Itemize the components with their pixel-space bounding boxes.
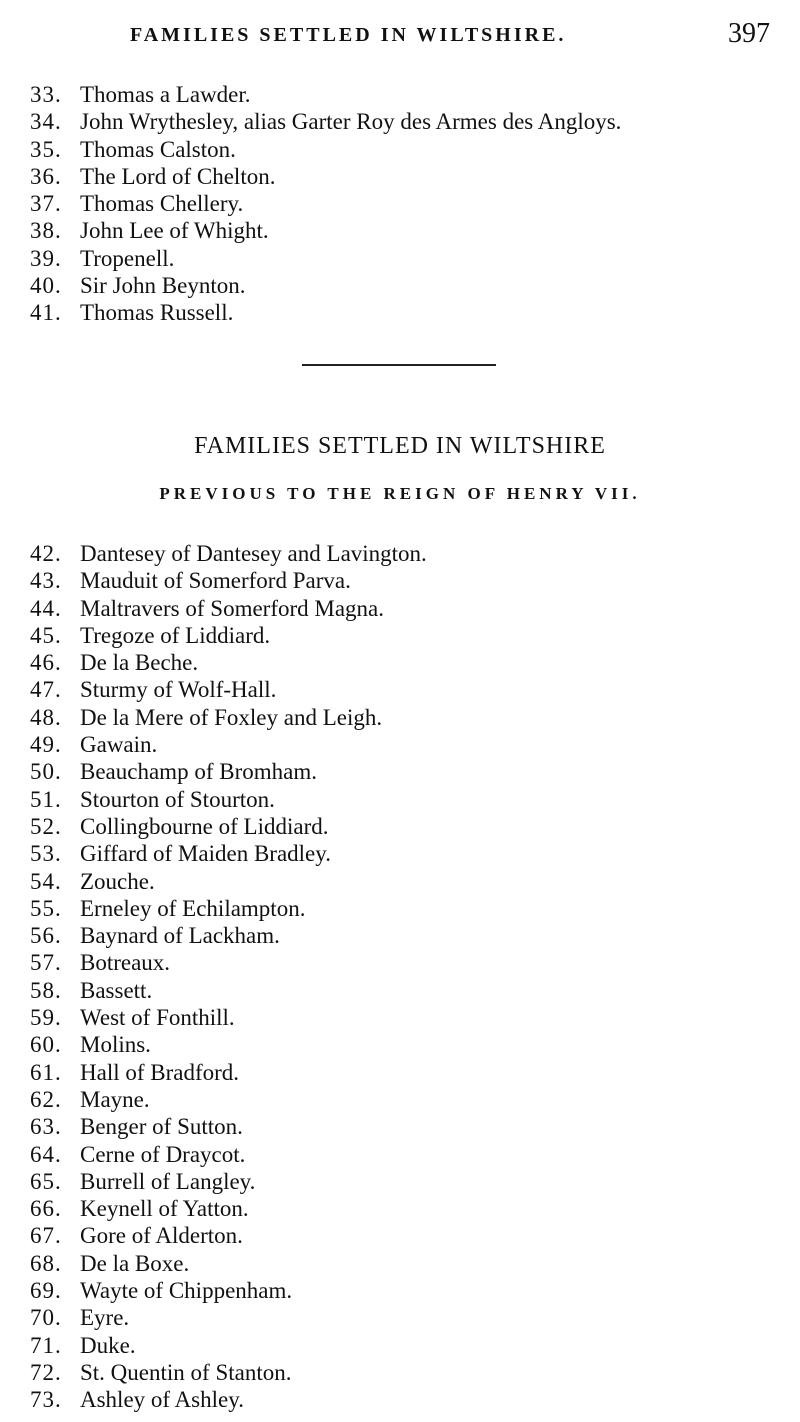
item-text: Zouche. xyxy=(80,868,155,894)
item-text: Molins. xyxy=(80,1032,151,1058)
item-number: 69. xyxy=(30,1278,62,1304)
item-number: 50. xyxy=(30,759,62,785)
list-item xyxy=(30,1031,427,1058)
list-item xyxy=(30,676,427,703)
item-number: 65. xyxy=(30,1168,62,1194)
item-text: Sturmy of Wolf-Hall. xyxy=(80,677,277,703)
item-text: Mayne. xyxy=(80,1086,150,1112)
list-item xyxy=(30,1168,427,1195)
item-number: 67. xyxy=(30,1223,62,1249)
item-number: 68. xyxy=(30,1250,62,1276)
item-number: 33. xyxy=(30,82,62,107)
item-number: 37. xyxy=(30,191,62,217)
item-number: 57. xyxy=(30,950,62,976)
list-item xyxy=(30,949,427,976)
list-item xyxy=(30,540,427,567)
item-text: De la Boxe. xyxy=(80,1250,190,1276)
section-title: FAMILIES SETTLED IN WILTSHIRE xyxy=(194,433,606,459)
item-text: Benger of Sutton. xyxy=(80,1114,243,1140)
item-number: 53. xyxy=(30,841,62,867)
item-number: 73. xyxy=(30,1387,62,1413)
item-number: 47. xyxy=(30,677,62,703)
item-text: Mauduit of Somerford Parva. xyxy=(80,568,351,594)
item-text: Gore of Alderton. xyxy=(80,1223,243,1249)
running-title: FAMILIES SETTLED IN WILTSHIRE. xyxy=(130,24,567,46)
item-text: West of Fonthill. xyxy=(80,1005,235,1031)
item-number: 34. xyxy=(30,109,62,135)
item-number: 43. xyxy=(30,568,62,594)
list-item xyxy=(30,1386,427,1413)
item-number: 41. xyxy=(30,300,62,326)
list-item xyxy=(30,1195,427,1222)
list-item xyxy=(30,81,621,108)
item-number: 62. xyxy=(30,1086,62,1112)
item-number: 58. xyxy=(30,977,62,1003)
item-text: De la Mere of Foxley and Leigh. xyxy=(80,704,383,730)
item-number: 46. xyxy=(30,650,62,676)
list-item xyxy=(30,1222,427,1249)
item-number: 51. xyxy=(30,786,62,812)
list-item xyxy=(30,272,621,299)
list-item xyxy=(30,786,427,813)
item-number: 44. xyxy=(30,595,62,621)
item-text: Maltravers of Somerford Magna. xyxy=(80,595,385,621)
item-number: 59. xyxy=(30,1005,62,1031)
item-text: John Wrythesley, alias Garter Roy des Armes des Angloys. xyxy=(80,109,622,135)
item-text: Sir John Beynton. xyxy=(80,273,246,299)
item-text: Stourton of Stourton. xyxy=(80,786,275,812)
item-text: Thomas Chellery. xyxy=(80,191,244,217)
item-text: Cerne of Draycot. xyxy=(80,1141,246,1167)
item-text: Burrell of Langley. xyxy=(80,1168,256,1194)
item-text: Giffard of Maiden Bradley. xyxy=(80,841,332,867)
item-text: Thomas Russell. xyxy=(80,300,234,326)
item-text: Hall of Bradford. xyxy=(80,1059,240,1085)
list-item xyxy=(30,136,621,163)
item-number: 63. xyxy=(30,1114,62,1140)
list-item xyxy=(30,868,427,895)
list-item xyxy=(30,1004,427,1031)
item-number: 52. xyxy=(30,813,62,839)
item-text: Thomas a Lawder. xyxy=(80,82,251,107)
item-number: 60. xyxy=(30,1032,62,1058)
item-number: 45. xyxy=(30,622,62,648)
list-item xyxy=(30,1277,427,1304)
item-text: Gawain. xyxy=(80,732,158,758)
list-item xyxy=(30,299,621,326)
family-list xyxy=(30,540,427,1414)
list-item xyxy=(30,245,621,272)
item-text: Dantesey of Dantesey and Lavington. xyxy=(80,541,427,566)
item-text: Botreaux. xyxy=(80,950,171,976)
item-number: 72. xyxy=(30,1359,62,1385)
list-item xyxy=(30,163,621,190)
list-item xyxy=(30,731,427,758)
list-item xyxy=(30,758,427,785)
item-text: Eyre. xyxy=(80,1305,130,1331)
family-list-continued xyxy=(30,81,621,327)
list-item xyxy=(30,1141,427,1168)
page-number: 397 xyxy=(728,18,770,49)
list-item xyxy=(30,1250,427,1277)
list-item xyxy=(30,190,621,217)
list-item xyxy=(30,1332,427,1359)
item-number: 54. xyxy=(30,868,62,894)
item-text: Tregoze of Liddiard. xyxy=(80,622,271,648)
list-item xyxy=(30,813,427,840)
item-number: 36. xyxy=(30,163,62,189)
list-item xyxy=(30,1059,427,1086)
item-number: 56. xyxy=(30,923,62,949)
list-item xyxy=(30,108,621,135)
item-number: 61. xyxy=(30,1059,62,1085)
item-text: Erneley of Echilampton. xyxy=(80,895,306,921)
item-text: Ashley of Ashley. xyxy=(80,1387,244,1413)
item-text: Tropenell. xyxy=(80,245,175,271)
item-number: 71. xyxy=(30,1332,62,1358)
list-item xyxy=(30,595,427,622)
item-text: De la Beche. xyxy=(80,650,199,676)
list-item xyxy=(30,1304,427,1331)
item-number: 49. xyxy=(30,732,62,758)
item-text: The Lord of Chelton. xyxy=(80,163,276,189)
item-text: John Lee of Whight. xyxy=(80,218,269,244)
item-number: 38. xyxy=(30,218,62,244)
item-number: 64. xyxy=(30,1141,62,1167)
item-number: 70. xyxy=(30,1305,62,1331)
section-divider xyxy=(302,364,496,366)
section-subtitle: PREVIOUS TO THE REIGN OF HENRY VII. xyxy=(159,484,641,503)
item-text: Bassett. xyxy=(80,977,153,1003)
item-number: 35. xyxy=(30,136,62,162)
running-head xyxy=(130,18,770,54)
list-item xyxy=(30,1359,427,1386)
item-text: Keynell of Yatton. xyxy=(80,1196,249,1222)
item-number: 39. xyxy=(30,245,62,271)
item-number: 42. xyxy=(30,541,62,566)
item-number: 48. xyxy=(30,704,62,730)
list-item xyxy=(30,649,427,676)
list-item xyxy=(30,895,427,922)
item-text: St. Quentin of Stanton. xyxy=(80,1359,292,1385)
list-item xyxy=(30,1086,427,1113)
list-item xyxy=(30,622,427,649)
list-item xyxy=(30,922,427,949)
list-item xyxy=(30,217,621,244)
item-number: 40. xyxy=(30,273,62,299)
item-text: Baynard of Lackham. xyxy=(80,923,280,949)
list-item xyxy=(30,977,427,1004)
list-item xyxy=(30,567,427,594)
item-number: 55. xyxy=(30,895,62,921)
item-text: Beauchamp of Bromham. xyxy=(80,759,317,785)
item-number: 66. xyxy=(30,1196,62,1222)
item-text: Thomas Calston. xyxy=(80,136,236,162)
item-text: Collingbourne of Liddiard. xyxy=(80,813,329,839)
list-item xyxy=(30,704,427,731)
item-text: Wayte of Chippenham. xyxy=(80,1278,293,1304)
item-text: Duke. xyxy=(80,1332,136,1358)
list-item xyxy=(30,1113,427,1140)
list-item xyxy=(30,840,427,867)
